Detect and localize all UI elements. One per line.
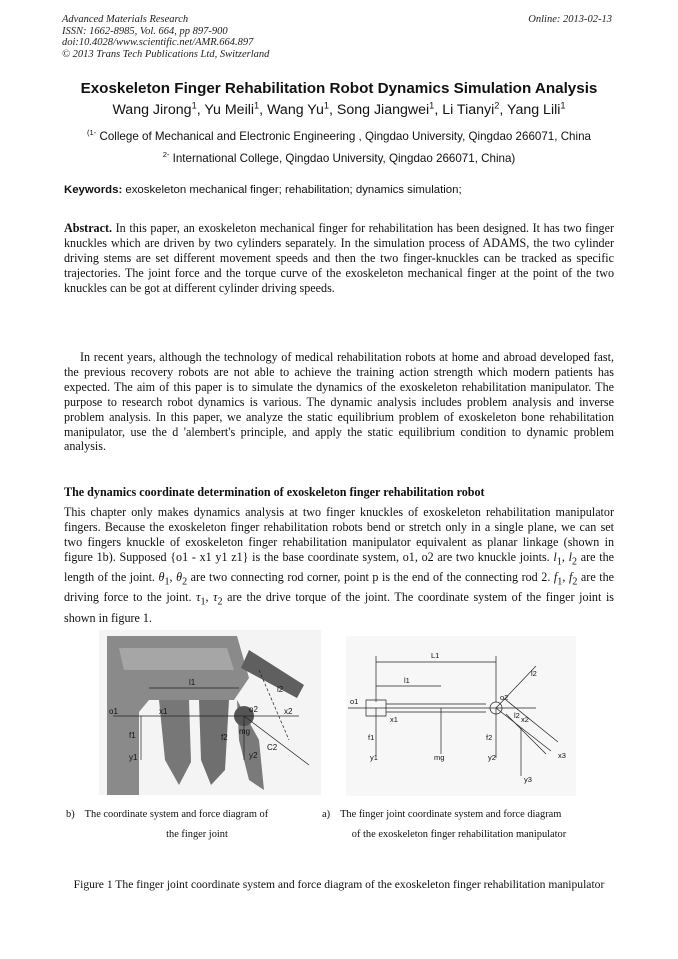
author: Li Tianyi xyxy=(442,102,495,118)
author: Song Jiangwei xyxy=(336,102,430,118)
section-text: are the drive torque of the joint. The coordinate system of the finger joint is shown in figure 1. xyxy=(64,590,615,625)
label-f2: f2 xyxy=(486,733,493,742)
online-date: Online: 2013-02-13 xyxy=(528,14,612,25)
author: Yu Meili xyxy=(204,102,255,118)
caption-text: the finger joint xyxy=(166,829,228,840)
label-f1: f1 xyxy=(129,731,136,740)
journal-copyright: © 2013 Trans Tech Publications Ltd, Switzerland xyxy=(62,48,270,60)
figure-1b-diagram xyxy=(99,630,321,795)
symbol-l2: l xyxy=(568,549,572,564)
intro-paragraph: In recent years, although the technology of medical rehabilitation robots at home and abroad developed fast, the previous recovery robots are not able to achieve the training action strength which modern patients has expected. The aim of this paper is to simulate the dynamics of the exoskeleton rehabilitation manipulator. The purpose to research robot dynamics is various. The dynamic analysis includes problem analysis and inverse problem analysis. In this paper, we analyze the static equilibrium problem of exoskeleton bone rehabilitation manipulator, use the d 'alembert's principle, and apply the static equilibrium condition to dynamic problem analysis. xyxy=(64,350,614,454)
author: Yang Lili xyxy=(507,102,561,118)
keywords xyxy=(64,184,616,196)
label-o1: o1 xyxy=(109,707,118,716)
label-y1: y1 xyxy=(129,753,138,762)
label-y2: y2 xyxy=(488,753,496,762)
symbol-theta1: θ xyxy=(158,570,165,585)
label-c2: C2 xyxy=(267,743,278,752)
abstract xyxy=(64,221,614,296)
abstract-label: Abstract. xyxy=(64,221,113,235)
label-y1: y1 xyxy=(370,753,378,762)
symbol-theta2: θ xyxy=(176,570,183,585)
keywords-label: Keywords: xyxy=(64,184,123,196)
section-paragraph: This chapter only makes dynamics analysis at two finger knuckles of exoskeleton rehabilitation manipulator fingers. Because the exoskeleton finger rehabilitation robots bend or stretch only in a single plane, we can set two fingers knuckle of exoskeleton finger rehabilitation manipulator equivalent as planar linkage (shown in figure 1b). Supposed {o1 - x1 y1 z1} is the base coordinate system, o1, o2 are two knuckle joints. $l_1$, $l_2$ are the length of the joint. $\theta_1$, $\theta_2$ are two connecting rod corner, point p is the end of the connecting rod 2. $f_1$, $f_2$ are the driving force to the joint. $\tau_1$, $\tau_2$ are the drive torque of the joint. The coordinate system of the finger joint is shown in figure 1. xyxy=(64,505,615,625)
symbol-sub: 1 xyxy=(557,576,563,588)
label-mg: mg xyxy=(434,753,445,762)
label-x1: x1 xyxy=(390,715,398,724)
label-o2: o2 xyxy=(500,693,509,702)
caption-text: The coordinate system and force diagram of xyxy=(84,809,269,820)
caption-text: The finger joint coordinate system and force diagram xyxy=(340,809,562,820)
section-text: This chapter only makes dynamics analysis at two finger knuckles of exoskeleton rehabilitation manipulator fingers. Because the exoskeleton finger rehabilitation robots bend or stretch only in a single plane, we can set two fingers knuckle of exoskeleton finger rehabilitation manipulator equivalent as planar linkage (shown in figure 1b). Supposed {o1 - x1 y1 z1} is the base coordinate system, o1, o2 are two knuckle joints. xyxy=(64,505,614,564)
journal-issn: ISSN: 1662-8985, Vol. 664, pp 897-900 xyxy=(62,25,228,37)
author-affil-mark: 1 xyxy=(191,100,197,111)
section-text: are two connecting rod corner, point p is the end of the connecting rod 2. xyxy=(187,570,554,585)
symbol-sub: 2 xyxy=(182,576,188,588)
affiliation-2 xyxy=(20,152,658,165)
symbol-f1: f xyxy=(553,570,558,585)
journal-name: Advanced Materials Research xyxy=(62,14,189,25)
symbol-sub: 1 xyxy=(164,576,170,588)
label-mg: mg xyxy=(239,727,251,736)
author-affil-mark: 2 xyxy=(494,100,500,111)
keywords-text: exoskeleton mechanical finger; rehabilitation; dynamics simulation; xyxy=(125,184,462,196)
label-l2: l2 xyxy=(514,711,520,720)
symbol-sub: 2 xyxy=(571,556,578,568)
figure-1a-diagram xyxy=(346,636,576,796)
caption-text: of the exoskeleton finger rehabilitation manipulator xyxy=(351,829,567,840)
label-x2: x2 xyxy=(521,715,529,724)
symbol-sub: 1 xyxy=(556,556,562,568)
label-f2: f2 xyxy=(221,733,228,742)
section-text: are the length of the joint. xyxy=(64,549,614,585)
label-o1: o1 xyxy=(350,697,359,706)
label-l1: l1 xyxy=(189,678,196,687)
label-x1: x1 xyxy=(159,707,168,716)
author-list: Wang Jirong$^1$, Yu Meili$^1$, Wang Yu$^1$, Song Jiangwei$^1$, Li Tianyi$^2$, Yang Lili$^1$ xyxy=(112,100,566,118)
affil-text: College of Mechanical and Electronic Engineering , Qingdao University, Qingdao 266071, China xyxy=(99,130,591,143)
caption-index: b) xyxy=(66,809,75,820)
label-l2-top: l2 xyxy=(531,669,537,678)
label-x3: x3 xyxy=(558,751,566,760)
label-y2: y2 xyxy=(249,751,258,760)
abstract-text: In this paper, an exoskeleton mechanical finger for rehabilitation has been designed. It has two finger knuckles which are driven by two cylinders separately. In the simulation process of ADAMS, the two cylinder driving stems are set different movement speeds and then the two finger-knuckles can be tracked as specific trajectories. The joint force and the torque curve of the exoskeleton mechanical finger at the point of the two knuckles can be got at different cylinder driving speeds. xyxy=(64,221,614,295)
figure-caption: Figure 1 The finger joint coordinate system and force diagram of the exoskeleton finger rehabilitation manipulator xyxy=(73,878,605,891)
author: Wang Yu xyxy=(267,102,324,118)
author: Wang Jirong xyxy=(112,102,192,118)
author-affil-mark: 1 xyxy=(254,100,260,111)
journal-header xyxy=(62,14,269,60)
caption-1b xyxy=(66,805,331,845)
affiliation-1 xyxy=(20,130,658,143)
label-l2: l2 xyxy=(277,685,284,694)
affil-mark: 2- xyxy=(162,150,170,160)
section-text: are the driving force to the joint. xyxy=(64,570,615,605)
affil-text: International College, Qingdao University, Qingdao 266071, China) xyxy=(172,152,516,165)
author-affil-mark: 1 xyxy=(429,100,435,111)
cylinder-rail xyxy=(119,648,234,670)
label-x2: x2 xyxy=(284,707,293,716)
label-o2: o2 xyxy=(249,705,258,714)
paper-title: Exoskeleton Finger Rehabilitation Robot Dynamics Simulation Analysis xyxy=(80,80,598,97)
author-affil-mark: 1 xyxy=(560,100,566,111)
symbol-l1: l xyxy=(553,549,557,564)
symbol-f2: f xyxy=(568,570,573,585)
caption-index: a) xyxy=(322,809,331,820)
symbol-sub: 2 xyxy=(572,576,578,588)
affil-mark: (1- xyxy=(87,128,97,138)
label-y3: y3 xyxy=(524,775,532,784)
label-l1: l1 xyxy=(404,676,410,685)
section-heading: The dynamics coordinate determination of exoskeleton finger rehabilitation robot xyxy=(64,485,485,499)
symbol-tau1: τ xyxy=(196,590,201,605)
journal-doi: doi:10.4028/www.scientific.net/AMR.664.897 xyxy=(62,37,254,48)
symbol-sub: 2 xyxy=(217,596,223,608)
symbol-sub: 1 xyxy=(200,596,206,608)
author-affil-mark: 1 xyxy=(323,100,329,111)
symbol-tau2: τ xyxy=(213,590,218,605)
label-f1: f1 xyxy=(368,733,375,742)
caption-1a xyxy=(322,805,596,845)
label-L1: L1 xyxy=(431,651,440,660)
